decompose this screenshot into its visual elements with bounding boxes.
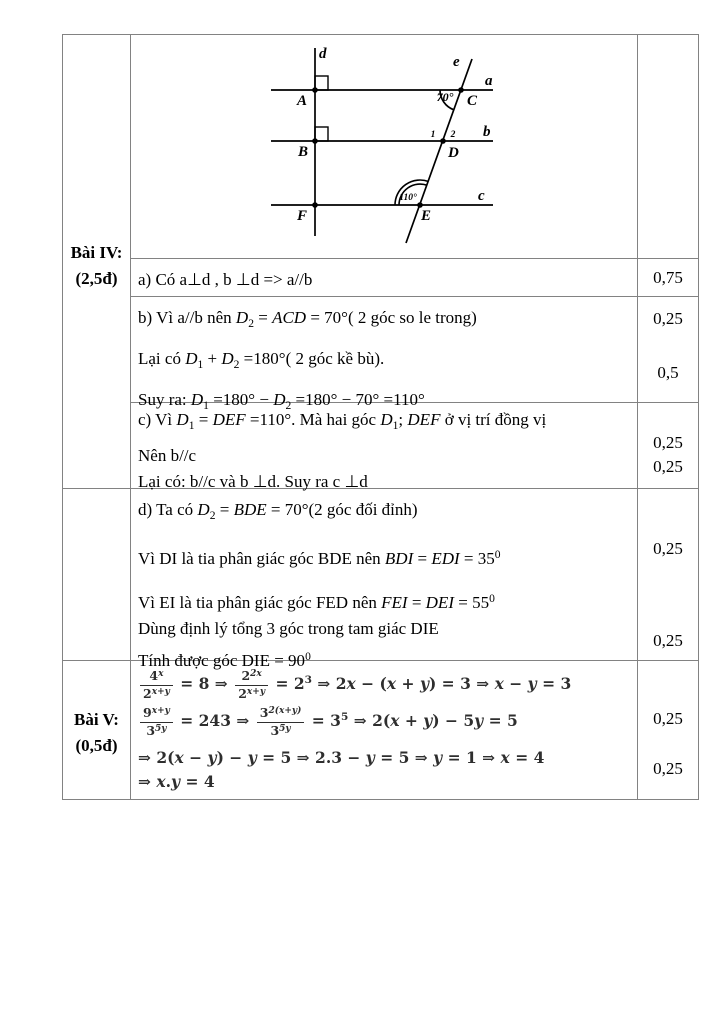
figure-score-cell [638, 35, 698, 259]
point-B-dot [312, 138, 318, 144]
solution-line: Lại có $D_1 + D_2 =180^\circ$( 2 góc kề bù). [138, 349, 385, 371]
solution-row-d [131, 489, 638, 670]
problem5-points: (0,5đ) [75, 736, 118, 755]
solution-line: Vì DI là tia phân giác góc BDE nên BDI = EDI = $35^0$ [138, 548, 501, 568]
point-F-dot [312, 202, 318, 208]
problem4-label [63, 240, 130, 292]
solution-line: Tính được góc DIE = $90^0$ [138, 650, 311, 670]
point-label-B: B [298, 144, 309, 160]
score-value: 0,25 [653, 539, 683, 558]
score-cell-d [638, 489, 698, 661]
point-C-dot [458, 87, 464, 93]
line-e [406, 59, 472, 243]
problem5-title: Bài V: [74, 710, 119, 729]
angle-value-E: 110° [399, 193, 417, 203]
score-value: 0,25 [653, 759, 683, 778]
problem5-label-cell [63, 661, 131, 799]
solution-line: a) Có a⊥d , b ⊥d => a//b [138, 270, 313, 289]
score-cell-5 [638, 661, 698, 799]
point-label-D: D [448, 145, 459, 161]
point-A-dot [312, 87, 318, 93]
right-angle-mark-A [315, 76, 328, 90]
equation-line: ⇒ x.y = 4 [138, 772, 215, 791]
equation-line: $\frac{9^{x+y}}{3^{5y}}$ = 243 ⇒ $\frac{3^{2(x+y)}}{3^{5y}}$ = $3^5$ ⇒ 2(x + y) − 5y = 5 [138, 706, 637, 738]
point-D-dot [440, 138, 446, 144]
problem4-title: Bài IV: [70, 243, 123, 262]
empty-label-cell [63, 489, 131, 661]
problem4-label-cell [63, 35, 131, 489]
point-label-F: F [297, 208, 308, 224]
solution-line: d) Ta có $D_2$ = BDE = 70°(2 góc đối đỉnh) [138, 500, 418, 522]
score-value: 0,25 [653, 433, 683, 452]
score-value: 0,25 [653, 457, 683, 476]
equation-line: ⇒ 2(x − y) − y = 5 ⇒ 2.3 − y = 5 ⇒ y = 1 ⇒ x = 4 [138, 748, 545, 767]
angle-mark-D2: 2 [450, 130, 456, 140]
score-value: 0,25 [653, 309, 683, 328]
angle-value-C: 70° [436, 90, 454, 104]
score-cell-b [638, 297, 698, 403]
point-E-dot [417, 202, 423, 208]
exam-table [62, 34, 699, 800]
solution-line: c) Vì $D_1$ = DEF =110°. Mà hai góc $D_1$; DEF ở vị trí đồng vị [138, 410, 547, 432]
score-value: 0,25 [653, 709, 683, 728]
solution-line: Suy ra: $D_1 =180^\circ - D_2 =180^\circ - 70^\circ =110^\circ$ [138, 390, 425, 412]
line-label-a: a [485, 73, 493, 89]
geometry-figure [131, 35, 637, 258]
line-label-c: c [478, 188, 485, 204]
point-label-A: A [297, 93, 308, 109]
point-label-E: E [421, 208, 432, 224]
score-value: 0,75 [653, 268, 683, 287]
score-value: 0,25 [653, 631, 683, 650]
right-angle-mark-B [315, 127, 328, 141]
solution-row-5 [131, 661, 638, 799]
point-label-C: C [467, 93, 478, 109]
solution-line: Vì EI là tia phân giác góc FED nên FEI = DEI = $55^0$ [138, 592, 495, 612]
problem5-label [63, 707, 130, 759]
angle-mark-D1: 1 [430, 130, 436, 140]
solution-line: Dùng định lý tổng 3 góc trong tam giác DIE [138, 619, 439, 638]
solution-line: Nên b//c [138, 446, 197, 465]
score-cell-a [638, 259, 698, 297]
solution-line: b) Vì a//b nên $D_2$ = ACD = 70°( 2 góc so le trong) [138, 308, 477, 330]
score-value: 0,5 [657, 363, 679, 382]
solution-row-c [131, 403, 638, 489]
line-label-e: e [453, 54, 460, 70]
figure-cell [131, 35, 638, 259]
solution-row-a [131, 259, 638, 297]
equation-line: $\frac{4^x}{2^{x+y}}$ = 8 ⇒ $\frac{2^{2x}}{2^{x+y}}$ = $2^3$ ⇒ 2x − (x + y) = 3 ⇒ x − y = 3 [138, 669, 637, 701]
solution-line: Lại có: b//c và b ⊥d. Suy ra c ⊥d [138, 472, 368, 491]
line-label-d: d [319, 46, 327, 62]
problem4-points: (2,5đ) [75, 269, 118, 288]
line-label-b: b [483, 124, 491, 140]
score-cell-c [638, 403, 698, 489]
solution-row-b [131, 297, 638, 412]
